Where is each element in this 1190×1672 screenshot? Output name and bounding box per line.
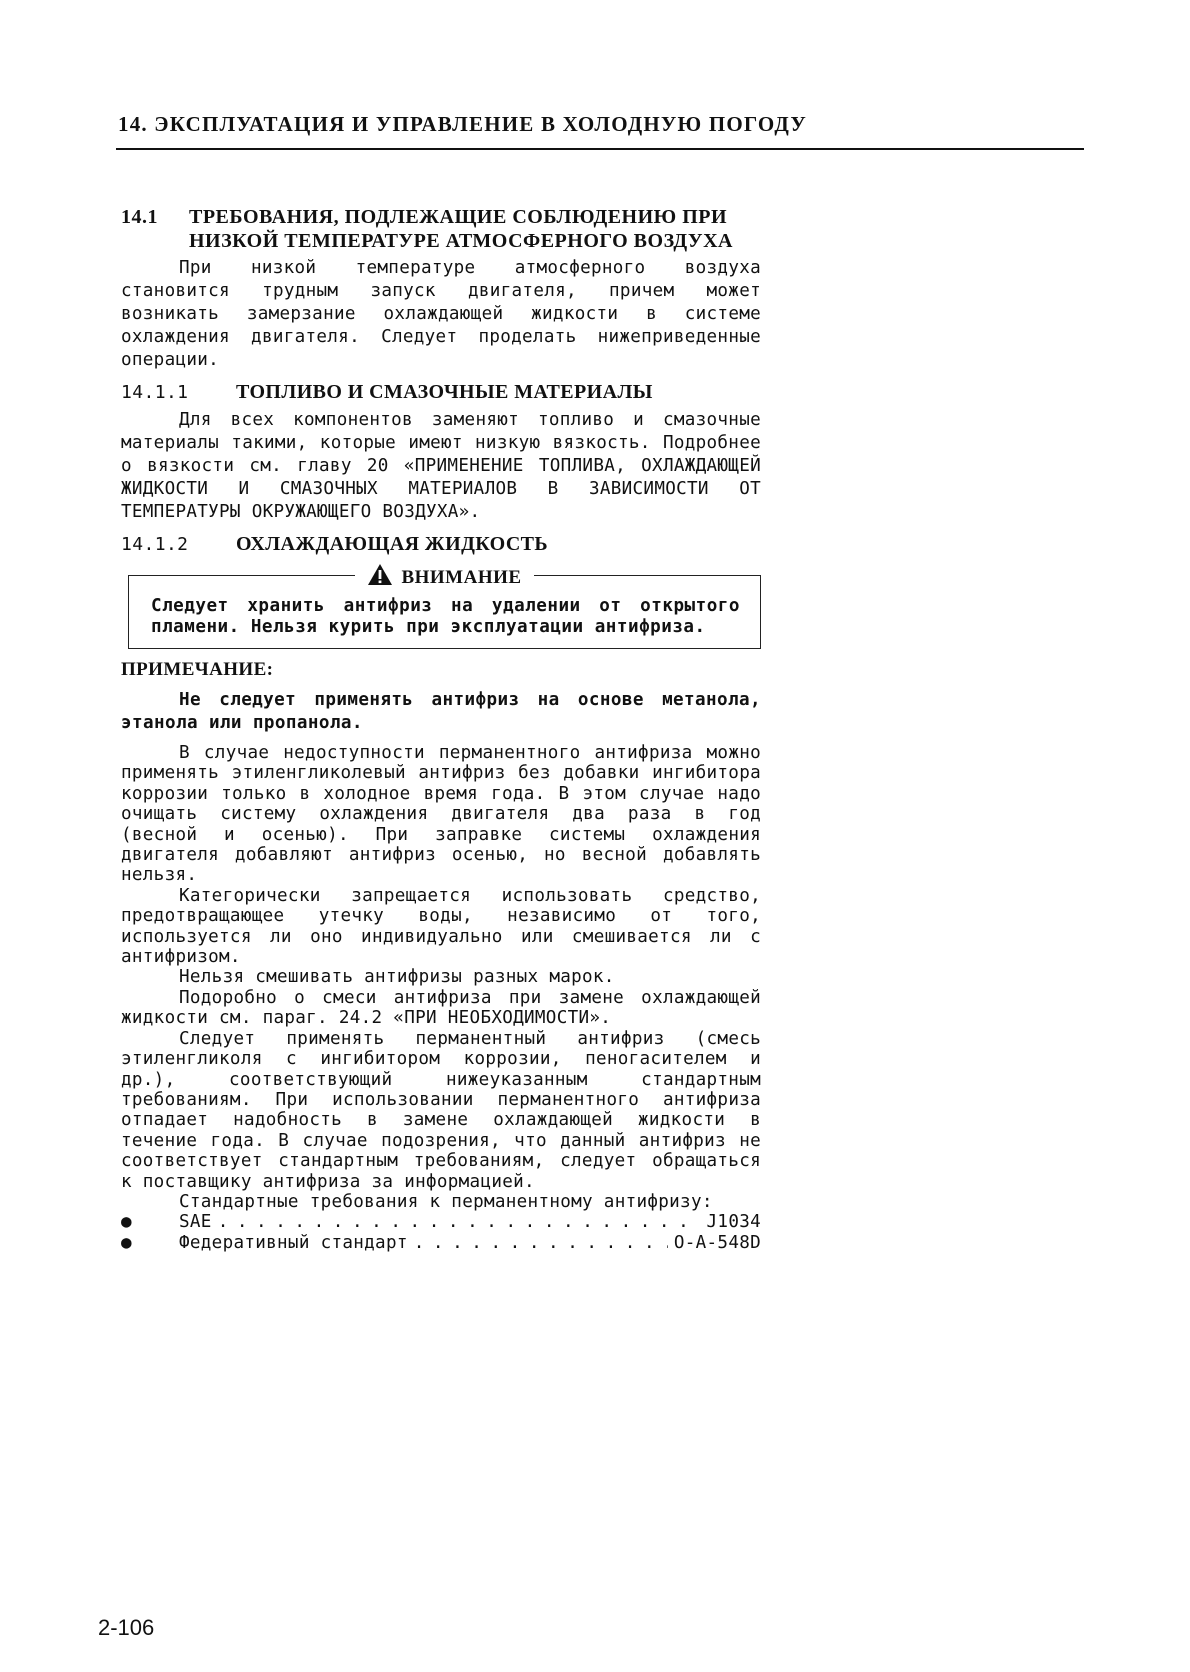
standard-value: O-A-548D (673, 1233, 761, 1254)
subsection-label: ТОПЛИВО И СМАЗОЧНЫЕ МАТЕРИАЛЫ (236, 381, 653, 403)
section-number: 14.1 (121, 206, 158, 228)
paragraph: Подоробно о смеси антифриза при замене охлаждающей жидкости см. параг. 24.2 «ПРИ НЕОБХОДИМОСТИ». (121, 987, 761, 1029)
section-title (121, 205, 761, 253)
subsection-number: 14.1.1 (121, 382, 189, 403)
bullet-icon: ● (121, 1233, 132, 1254)
standard-label: Федеративный стандарт (179, 1233, 408, 1254)
subsection-label: ОХЛАЖДАЮЩАЯ ЖИДКОСТЬ (236, 533, 549, 555)
section-title-line1: ТРЕБОВАНИЯ, ПОДЛЕЖАЩИЕ СОБЛЮДЕНИЮ ПРИ (189, 206, 728, 228)
list-item (121, 1212, 761, 1233)
content-column (121, 205, 761, 1254)
section-title-line2: НИЗКОЙ ТЕМПЕРАТУРЕ АТМОСФЕРНОГО ВОЗДУХА (189, 230, 733, 252)
paragraph: В случае недоступности перманентного антифриза можно применять этиленгликолевый антифриз без добавки ингибитора коррозии только в холодное время года. В этом случае надо очищать систему охлаждения двигателя два раза в год (весной и осенью). При заправке системы охлаждения двигателя добавляют антифриз осенью, но весной добавлять нельзя. (121, 743, 761, 886)
paragraph: Следует применять перманентный антифриз (смесь этиленгликоля с ингибитором коррозии, пеногасителем и др.), соответствующий нижеуказанным стандартным требованиям. При использовании перманентного антифриза отпадает надобность в замене охлаждающей жидкости в течение года. В случае подозрения, что данный антифриз не соответствует стандартным требованиям, следует обращаться к поставщику антифриза за информацией. (121, 1028, 761, 1192)
section-intro: При низкой температуре атмосферного воздуха становится трудным запуск двигателя, причем может возникать замерзание охлаждающей жидкости в системе охлаждения двигателя. Следует проделать нижеприведенные операции. (121, 258, 761, 370)
paragraph: Категорически запрещается использовать средство, предотвращающее утечку воды, независимо от того, используется ли оно индивидуально или смешивается ли с антифризом. (121, 885, 761, 968)
warning-box (128, 567, 761, 649)
chapter-header: 14. ЭКСПЛУАТАЦИЯ И УПРАВЛЕНИЕ В ХОЛОДНУЮ ПОГОДУ (118, 112, 807, 136)
subsection-number: 14.1.2 (121, 534, 189, 555)
page-number: 2-106 (98, 1615, 155, 1640)
standard-value: J1034 (706, 1212, 761, 1233)
list-item (121, 1233, 761, 1254)
warning-text: Следует хранить антифриз на удалении от открытого пламени. Нельзя курить при эксплуатации антифриза. (151, 596, 740, 637)
subsection-title-coolant (121, 532, 761, 557)
subsection-title-fuel (121, 380, 761, 405)
header-divider (116, 148, 1084, 150)
fuel-text: Для всех компонентов заменяют топливо и смазочные материалы такими, которые имеют низкую вязкость. Подробнее о вязкости см. главу 20 «ПРИМЕНЕНИЕ ТОПЛИВА, ОХЛАЖДАЮЩЕЙ ЖИДКОСТИ И СМАЗОЧНЫХ МАТЕРИАЛОВ В ЗАВИСИМОСТИ ОТ ТЕМПЕРАТУРЫ ОКРУЖАЮЩЕГО ВОЗДУХА». (121, 410, 761, 522)
note-text: Не следует применять антифриз на основе метанола, этанола или пропанола. (121, 690, 761, 733)
warning-label: ВНИМАНИЕ (401, 567, 522, 588)
warning-triangle-icon (367, 563, 393, 592)
note-label: ПРИМЕЧАНИЕ: (121, 659, 274, 680)
paragraph: Стандартные требования к перманентному антифризу: (179, 1191, 713, 1212)
paragraph: Нельзя смешивать антифризы разных марок. (179, 967, 615, 988)
standard-label: SAE (179, 1212, 212, 1233)
bullet-icon: ● (121, 1212, 132, 1233)
